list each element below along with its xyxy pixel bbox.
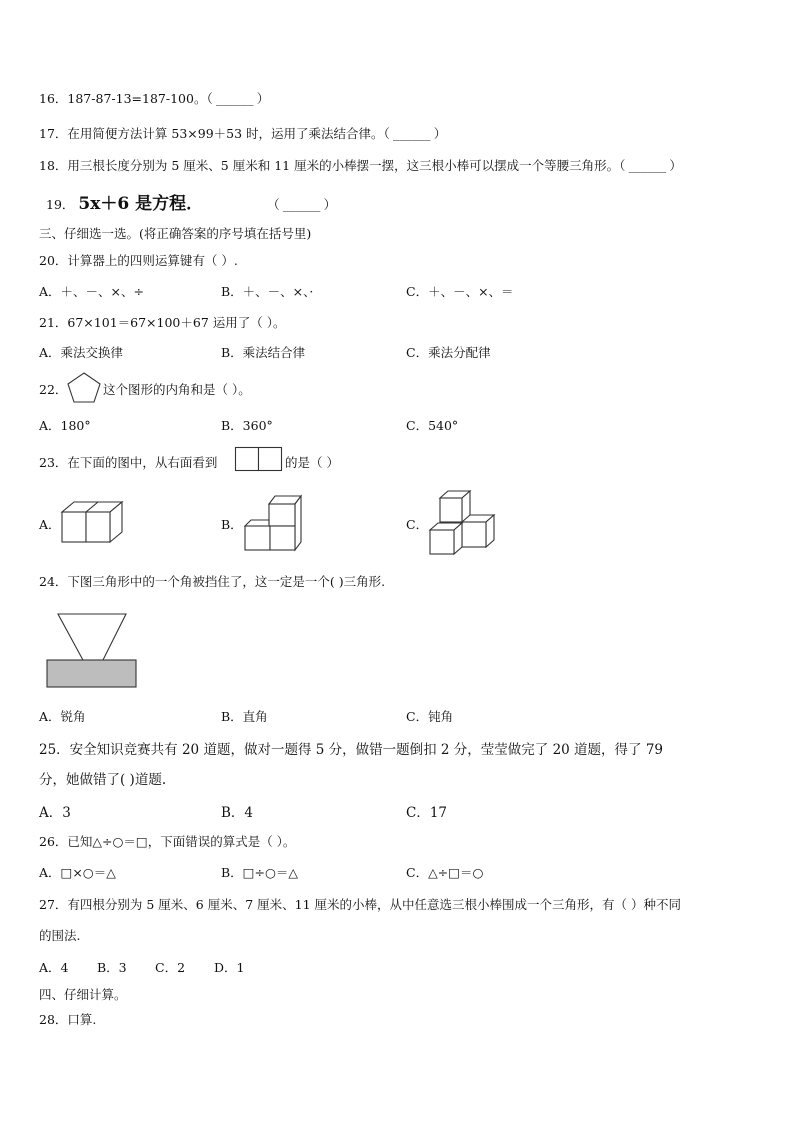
q22-option-c[interactable]: C．540° bbox=[406, 418, 459, 433]
q22-option-a[interactable]: A．180° bbox=[39, 418, 91, 433]
q27-option-c[interactable]: C．2 bbox=[155, 960, 186, 975]
question-25-line2: 分，她做错了( )道题. bbox=[39, 772, 167, 788]
q27-option-a[interactable]: A．4 bbox=[39, 960, 69, 975]
q26-option-c[interactable]: C．△÷□＝○ bbox=[406, 865, 484, 880]
q27-option-b[interactable]: B．3 bbox=[97, 960, 127, 975]
question-27-line2: 的围法. bbox=[39, 928, 81, 943]
q23-option-a-label[interactable]: A． bbox=[39, 517, 61, 532]
q19-expression: 5x＋6 是方程． bbox=[78, 194, 204, 214]
q23-option-a-cubes[interactable] bbox=[62, 500, 128, 544]
q26-option-a[interactable]: A．□×○＝△ bbox=[39, 865, 116, 880]
section-4-heading: 四、仔细计算。 bbox=[39, 987, 127, 1002]
q25-option-c[interactable]: C．17 bbox=[406, 805, 448, 821]
q20-option-b[interactable]: B．＋、－、×、· bbox=[221, 284, 314, 299]
question-23-suffix: 的是（ ） bbox=[285, 455, 339, 470]
q17-close: ） bbox=[433, 126, 447, 141]
question-25-line1: 25．安全知识竞赛共有 20 道题，做对一题得 5 分，做错一题倒扣 2 分，莹莹做完了 20 道题，得了 79 bbox=[39, 742, 664, 758]
q18-text: 用三根长度分别为 5 厘米、5 厘米和 11 厘米的小棒摆一摆，这三根小棒可以摆成一个等腰三角形。（ bbox=[67, 158, 626, 173]
q19-number: 19． bbox=[46, 197, 75, 212]
question-22: 这个图形的内角和是（ ）。 bbox=[103, 382, 251, 397]
q21-option-b[interactable]: B．乘法结合律 bbox=[221, 345, 306, 360]
q24-option-b[interactable]: B．直角 bbox=[221, 709, 268, 724]
question-20: 20．计算器上的四则运算键有（ ）. bbox=[39, 253, 238, 268]
q19-answer-blank[interactable]: ______ bbox=[282, 197, 321, 212]
section-3-heading: 三、仔细选一选。(将正确答案的序号填在括号里) bbox=[39, 226, 312, 241]
question-17 bbox=[39, 124, 446, 142]
pentagon-figure bbox=[67, 372, 103, 404]
q23-option-c-label[interactable]: C． bbox=[406, 517, 429, 532]
q27-option-d[interactable]: D．1 bbox=[214, 960, 245, 975]
q17-number: 17． bbox=[39, 126, 68, 141]
q18-close: ） bbox=[669, 158, 682, 173]
question-16 bbox=[39, 89, 269, 107]
q25-option-b[interactable]: B．4 bbox=[221, 805, 254, 821]
q16-answer-blank[interactable]: ______ bbox=[215, 91, 254, 106]
q21-option-a[interactable]: A．乘法交换律 bbox=[39, 345, 124, 360]
right-view-two-squares bbox=[235, 447, 283, 472]
question-18 bbox=[39, 156, 682, 174]
q24-option-c[interactable]: C．钝角 bbox=[406, 709, 454, 724]
q23-option-b-label[interactable]: B． bbox=[221, 517, 243, 532]
q22-option-b[interactable]: B．360° bbox=[221, 418, 273, 433]
q25-option-a[interactable]: A．3 bbox=[39, 805, 71, 821]
question-19 bbox=[46, 189, 336, 214]
q20-option-c[interactable]: C．＋、－、×、＝ bbox=[406, 284, 514, 299]
question-28: 28．口算. bbox=[39, 1012, 97, 1027]
question-21: 21．67×101＝67×100＋67 运用了（ ）。 bbox=[39, 315, 286, 330]
question-27-line1: 27．有四根分别为 5 厘米、6 厘米、7 厘米、11 厘米的小棒，从中任意选三根小棒围成一个三角形，有（ ）种不同 bbox=[39, 897, 682, 912]
q19-close: ） bbox=[323, 197, 337, 212]
q16-text: 187-87-13=187-100。（ bbox=[67, 91, 213, 106]
q19-open: （ bbox=[267, 197, 280, 212]
question-26: 26．已知△÷○＝□，下面错误的算式是（ ）。 bbox=[39, 834, 296, 849]
q23-option-b-cubes[interactable] bbox=[245, 494, 305, 552]
q20-option-a[interactable]: A．＋、－、×、÷ bbox=[39, 284, 144, 299]
q16-close: ） bbox=[256, 91, 270, 106]
q18-answer-blank[interactable]: ______ bbox=[628, 158, 667, 173]
q21-option-c[interactable]: C．乘法分配律 bbox=[406, 345, 491, 360]
q23-option-c-cubes[interactable] bbox=[430, 490, 496, 556]
question-24: 24．下图三角形中的一个角被挡住了，这一定是一个( )三角形. bbox=[39, 574, 386, 589]
q22-number: 22． bbox=[39, 382, 68, 397]
q24-option-a[interactable]: A．锐角 bbox=[39, 709, 86, 724]
q26-option-b[interactable]: B．□÷○＝△ bbox=[221, 865, 298, 880]
question-23-prefix: 23．在下面的图中，从右面看到 bbox=[39, 455, 218, 470]
q17-answer-blank[interactable]: ______ bbox=[393, 126, 431, 141]
q18-number: 18． bbox=[39, 158, 68, 173]
hidden-angle-triangle bbox=[46, 612, 138, 690]
q16-number: 16． bbox=[39, 91, 68, 106]
q17-text: 在用简便方法计算 53×99＋53 时，运用了乘法结合律。（ bbox=[67, 126, 390, 141]
